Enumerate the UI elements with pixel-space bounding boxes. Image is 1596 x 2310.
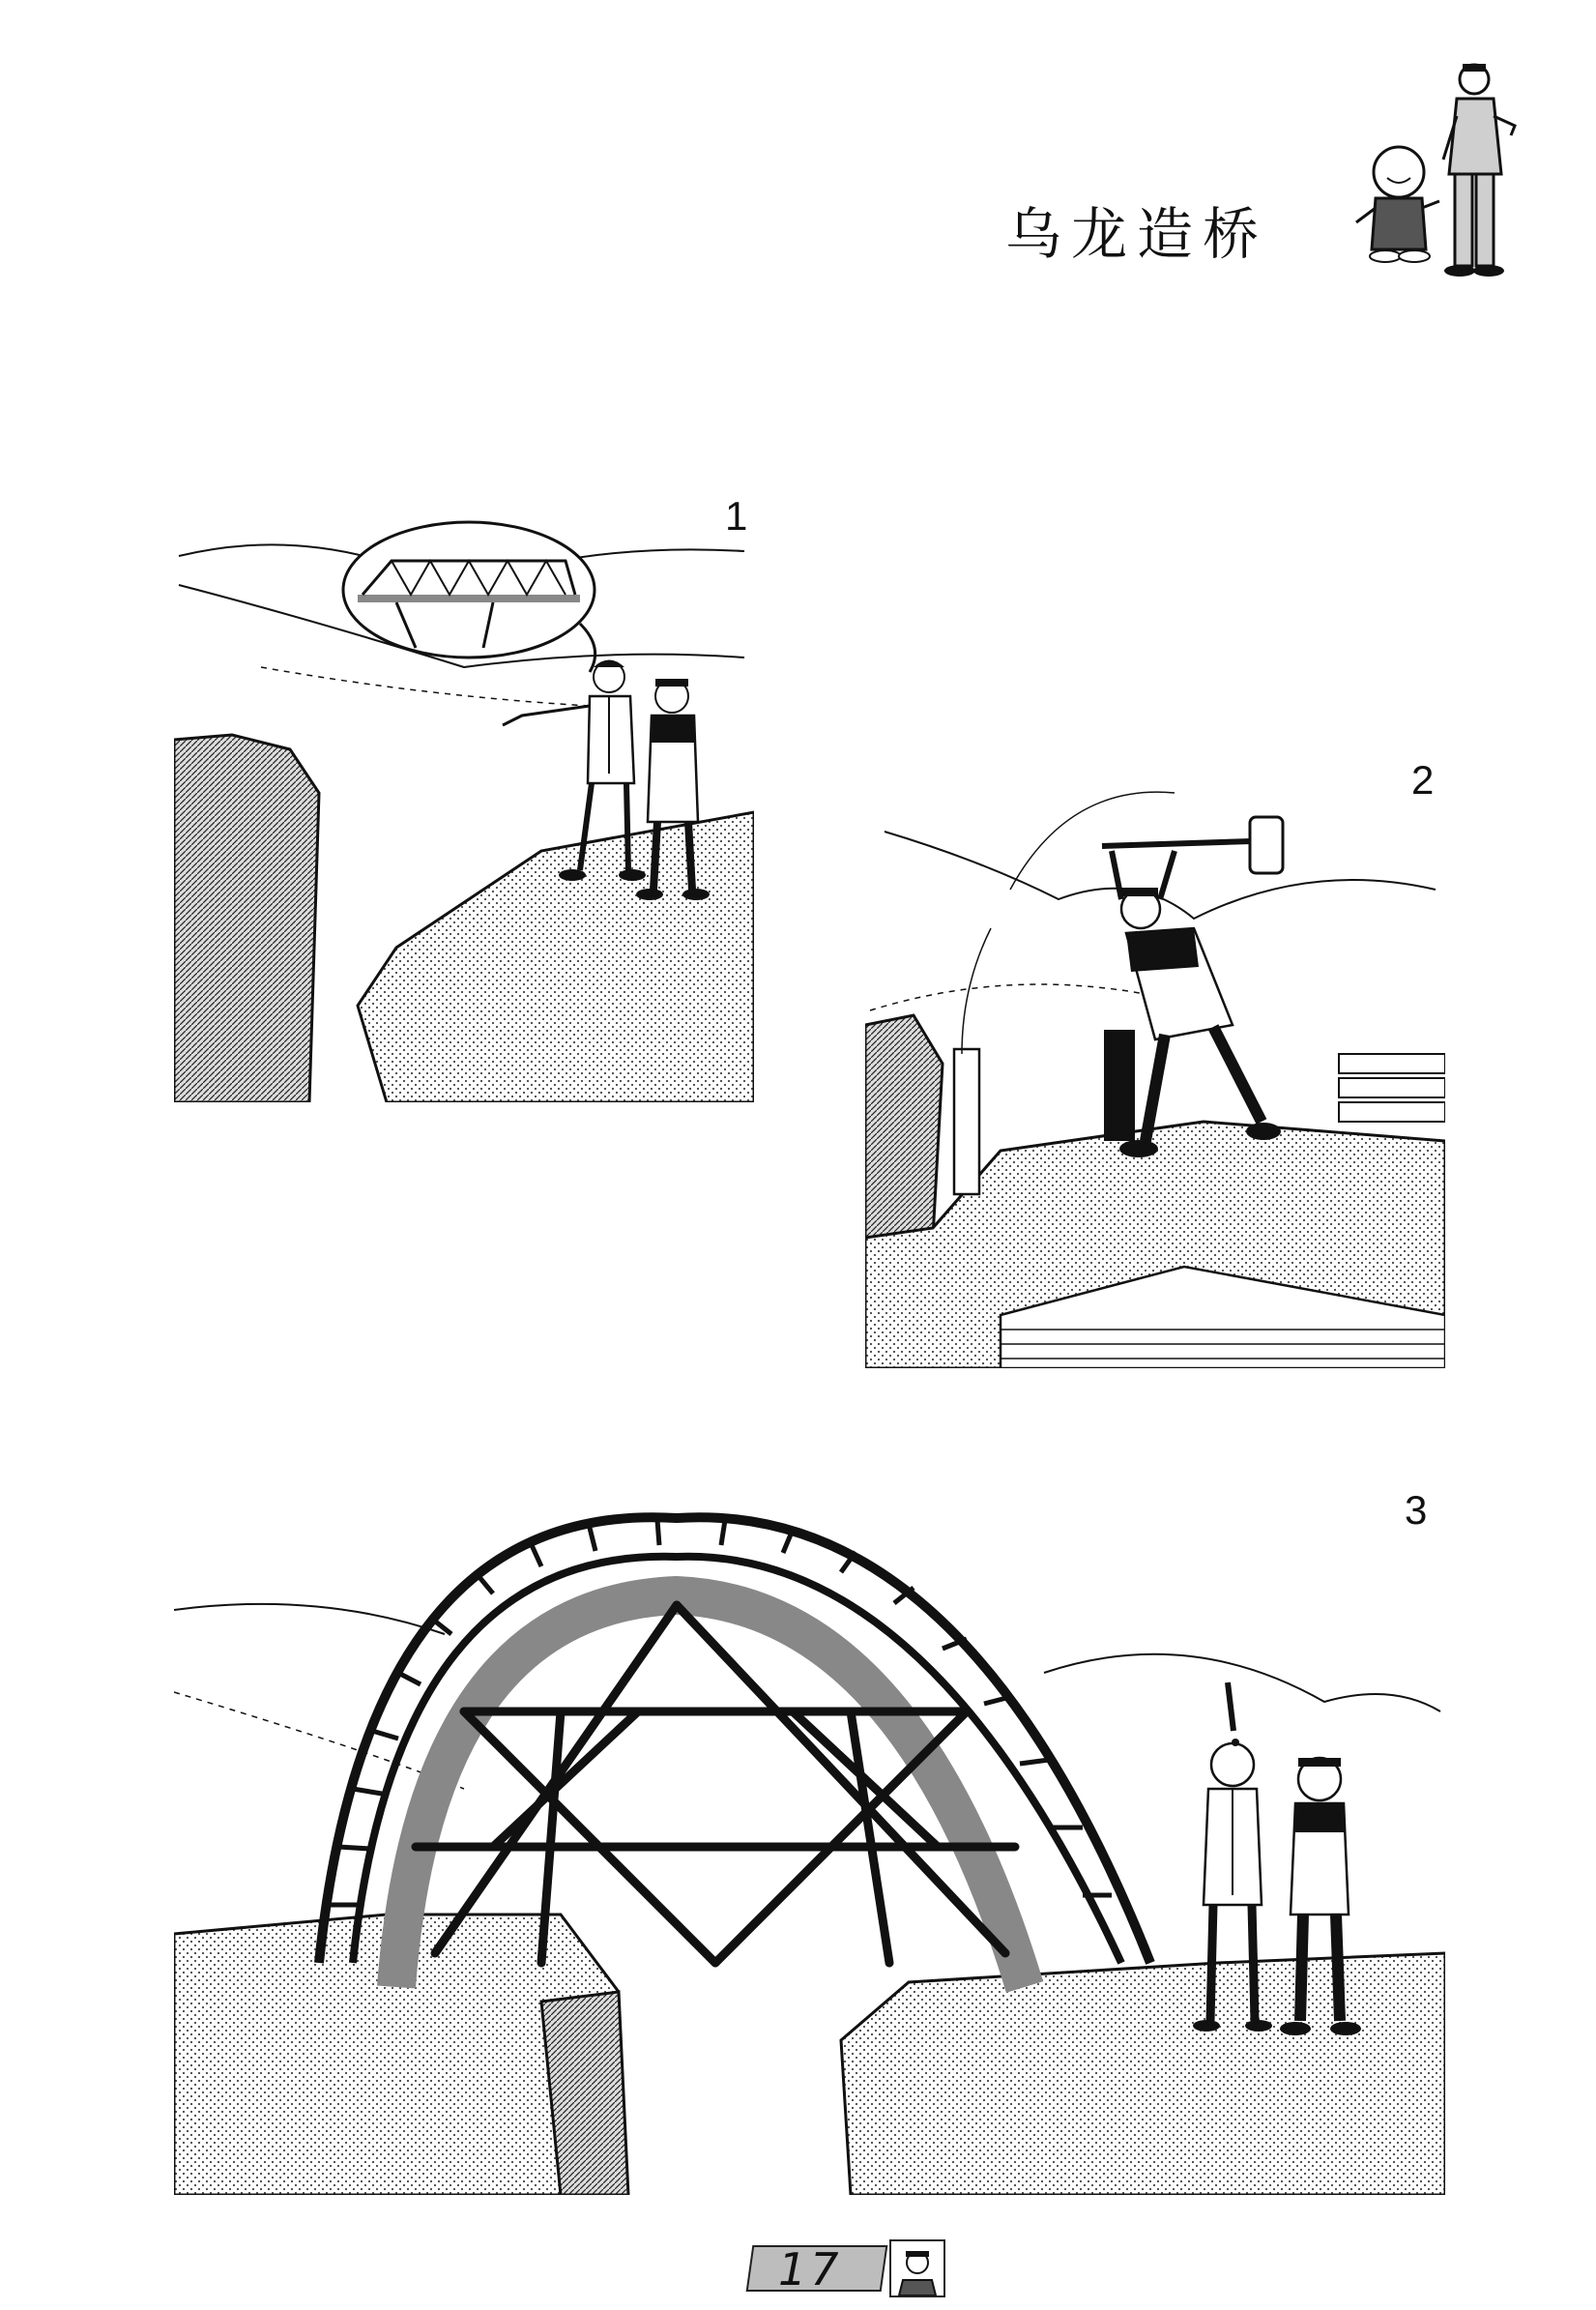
- panel-1: [174, 503, 754, 1102]
- panel-3-number: 3: [1405, 1487, 1428, 1533]
- panel-2: [865, 774, 1445, 1368]
- page-title: 乌龙造桥: [1005, 201, 1269, 267]
- panel-3: [174, 1499, 1445, 2195]
- panel-2-number: 2: [1411, 757, 1435, 803]
- page-number-badge: [749, 2239, 947, 2297]
- character-face-icon: [889, 2239, 945, 2297]
- page-number: 17: [778, 2243, 843, 2295]
- panel-1-number: 1: [725, 493, 748, 539]
- mascot-characters-icon: [1349, 58, 1527, 285]
